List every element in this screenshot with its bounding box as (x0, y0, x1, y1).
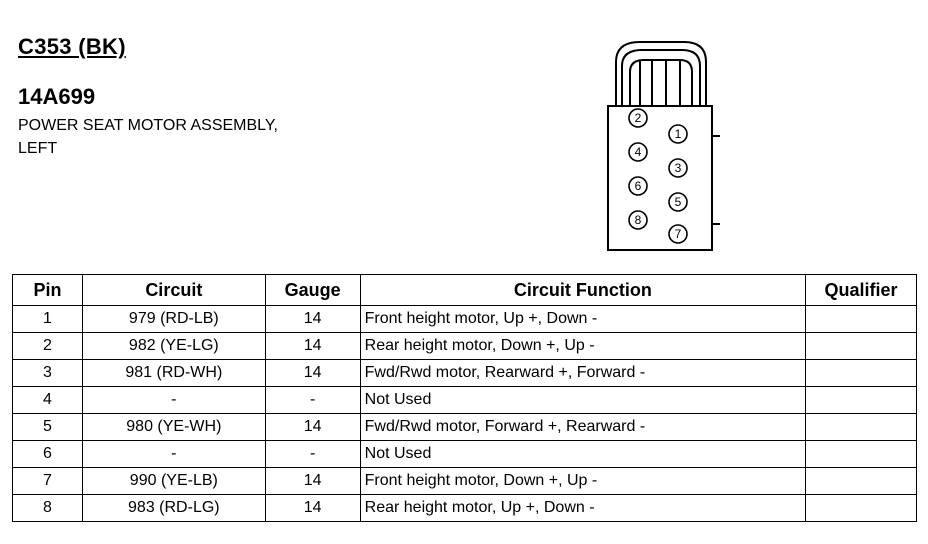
gauge-cell: 14 (265, 333, 360, 360)
pin-6-marker (629, 177, 647, 195)
table-row (13, 360, 917, 387)
connector-face-diagram (600, 36, 730, 258)
circuit-cell: 990 (YE-LB) (82, 468, 265, 495)
gauge-cell: 14 (265, 306, 360, 333)
pin-cell: 1 (13, 306, 83, 333)
function-cell: Fwd/Rwd motor, Forward +, Rearward - (360, 414, 805, 441)
table-row (13, 441, 917, 468)
table-row (13, 414, 917, 441)
gauge-cell: - (265, 441, 360, 468)
pin-label: 5 (674, 195, 682, 209)
qualifier-cell (806, 414, 917, 441)
circuit-cell: 981 (RD-WH) (82, 360, 265, 387)
connector-body-outline (608, 106, 720, 250)
function-cell: Fwd/Rwd motor, Rearward +, Forward - (360, 360, 805, 387)
pin-cell: 7 (13, 468, 83, 495)
component-description-line-1: POWER SEAT MOTOR ASSEMBLY, (18, 117, 278, 134)
connector-id-title: C353 (BK) (18, 34, 126, 59)
pin-label: 7 (674, 227, 682, 241)
component-description-line-2: LEFT (18, 140, 58, 157)
circuit-cell: 982 (YE-LG) (82, 333, 265, 360)
function-cell: Front height motor, Down +, Up - (360, 468, 805, 495)
gauge-cell: 14 (265, 495, 360, 522)
pin-3-marker (669, 159, 687, 177)
qualifier-cell (806, 360, 917, 387)
column-header-pin: Pin (13, 275, 83, 306)
pin-label: 2 (634, 111, 642, 125)
pin-5-marker (669, 193, 687, 211)
pin-2-marker (629, 109, 647, 127)
table-header-row (13, 275, 917, 306)
pin-label: 8 (634, 213, 642, 227)
gauge-cell: 14 (265, 468, 360, 495)
pin-7-marker (669, 225, 687, 243)
qualifier-cell (806, 333, 917, 360)
pin-cell: 4 (13, 387, 83, 414)
qualifier-cell (806, 468, 917, 495)
pin-label: 4 (634, 145, 642, 159)
circuit-cell: 983 (RD-LG) (82, 495, 265, 522)
column-header-circuit: Circuit (82, 275, 265, 306)
column-header-qualifier: Qualifier (806, 275, 917, 306)
table-row (13, 495, 917, 522)
pin-1-marker (669, 125, 687, 143)
function-cell: Front height motor, Up +, Down - (360, 306, 805, 333)
table-row (13, 387, 917, 414)
pin-cell: 6 (13, 441, 83, 468)
function-cell: Rear height motor, Up +, Down - (360, 495, 805, 522)
table-row (13, 468, 917, 495)
pin-4-marker (629, 143, 647, 161)
table-row (13, 333, 917, 360)
pin-cell: 8 (13, 495, 83, 522)
circuit-cell: - (82, 387, 265, 414)
circuit-cell: 979 (RD-LB) (82, 306, 265, 333)
function-cell: Not Used (360, 387, 805, 414)
column-header-circuit-function: Circuit Function (360, 275, 805, 306)
gauge-cell: 14 (265, 414, 360, 441)
qualifier-cell (806, 387, 917, 414)
pin-label: 6 (634, 179, 642, 193)
function-cell: Rear height motor, Down +, Up - (360, 333, 805, 360)
table-row (13, 306, 917, 333)
pin-label: 1 (674, 127, 682, 141)
qualifier-cell (806, 306, 917, 333)
function-cell: Not Used (360, 441, 805, 468)
circuit-cell: 980 (YE-WH) (82, 414, 265, 441)
qualifier-cell (806, 495, 917, 522)
pin-cell: 2 (13, 333, 83, 360)
part-number: 14A699 (18, 84, 96, 109)
circuit-cell: - (82, 441, 265, 468)
gauge-cell: 14 (265, 360, 360, 387)
pin-cell: 3 (13, 360, 83, 387)
qualifier-cell (806, 441, 917, 468)
pinout-table (12, 274, 917, 522)
pin-8-marker (629, 211, 647, 229)
pin-label: 3 (674, 161, 682, 175)
pin-cell: 5 (13, 414, 83, 441)
gauge-cell: - (265, 387, 360, 414)
column-header-gauge: Gauge (265, 275, 360, 306)
